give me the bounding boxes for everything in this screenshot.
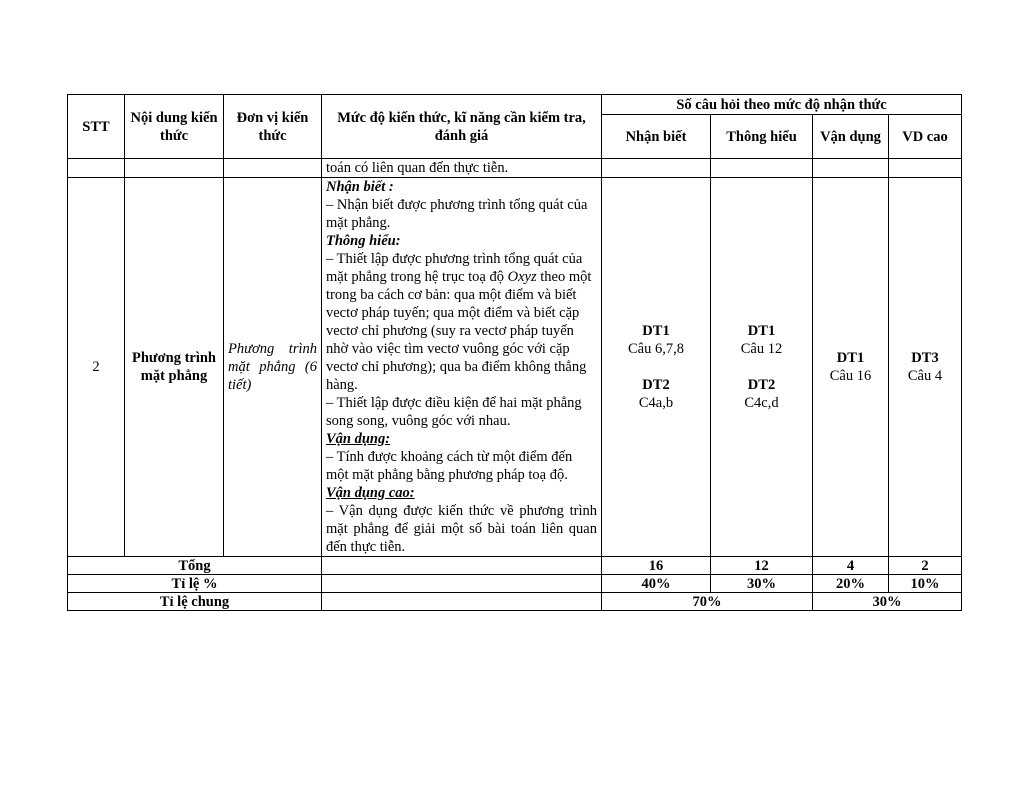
- level-nhan-biet-label: Nhận biết :: [326, 179, 394, 195]
- header-noi-dung: Nội dung kiến thức: [125, 95, 224, 159]
- header-muc-do: Mức độ kiến thức, kĩ năng cần kiểm tra, đánh giá: [322, 95, 602, 159]
- cont-topic: [125, 159, 224, 178]
- cont-stt: [68, 159, 125, 178]
- header-van-dung: Vận dụng: [813, 115, 889, 159]
- count-thong-hieu: DT1 Câu 12 DT2 C4c,d: [711, 178, 813, 557]
- level-van-dung-cao-label: Vận dụng cao:: [326, 485, 415, 501]
- header-stt: STT: [68, 95, 125, 159]
- total-nhan-biet: 16: [602, 557, 711, 575]
- overall-ratio-label: Tỉ lệ chung: [68, 593, 322, 611]
- level-thong-hieu-label: Thông hiểu:: [326, 233, 401, 249]
- header-so-cau-hoi: Số câu hỏi theo mức độ nhận thức: [602, 95, 962, 115]
- level-thong-hieu-text: – Thiết lập được phương trình tổng quát của mặt phẳng trong hệ trục toạ độ Oxyz theo một trong ba cách cơ bản: qua một điểm và biết vectơ pháp tuyến; qua một điểm và biết cặp vectơ chỉ phương (suy ra vectơ pháp tuyến nhờ vào việc tìm vectơ vuông góc với cặp vectơ chỉ phương); qua ba điểm không thẳng hàng.: [326, 251, 592, 393]
- header-nhan-biet: Nhận biết: [602, 115, 711, 159]
- level-van-dung-label: Vận dụng:: [326, 431, 391, 447]
- ratio-thong-hieu: 30%: [711, 575, 813, 593]
- total-vd-cao: 2: [889, 557, 962, 575]
- header-don-vi: Đơn vị kiến thức: [224, 95, 322, 159]
- ratio-nhan-biet: 40%: [602, 575, 711, 593]
- count-van-dung: DT1 Câu 16: [813, 178, 889, 557]
- level-van-dung-cao-text: – Vận dụng được kiến thức về phương trình mặt phẳng để giải một số bài toán liên quan đến thực tiễn.: [326, 503, 597, 555]
- topic-cell: Phương trình mặt phẳng: [125, 178, 224, 557]
- overall-ratio-basic: 70%: [602, 593, 813, 611]
- count-nhan-biet: DT1 Câu 6,7,8 DT2 C4a,b: [602, 178, 711, 557]
- content-cell: [322, 178, 602, 557]
- knowledge-matrix-table: [67, 94, 962, 611]
- level-nhan-biet-text: – Nhận biết được phương trình tổng quát của mặt phẳng.: [326, 197, 588, 231]
- ratio-van-dung: 20%: [813, 575, 889, 593]
- count-vd-cao: DT3 Câu 4: [889, 178, 962, 557]
- level-van-dung-text: – Tính được khoảng cách từ một điểm đến một mặt phẳng bằng phương pháp toạ độ.: [326, 449, 573, 483]
- unit-cell: Phương trình mặt phẳng (6 tiết): [224, 178, 322, 557]
- cont-unit: [224, 159, 322, 178]
- ratio-label: Tỉ lệ %: [68, 575, 322, 593]
- level-thong-hieu-text-2: – Thiết lập được điều kiện để hai mặt phẳng song song, vuông góc với nhau.: [326, 395, 582, 429]
- header-vd-cao: VD cao: [889, 115, 962, 159]
- ratio-vd-cao: 10%: [889, 575, 962, 593]
- total-label: Tổng: [68, 557, 322, 575]
- continued-text: toán có liên quan đến thực tiễn.: [322, 159, 602, 178]
- total-thong-hieu: 12: [711, 557, 813, 575]
- overall-ratio-advanced: 30%: [813, 593, 962, 611]
- header-thong-hieu: Thông hiểu: [711, 115, 813, 159]
- total-van-dung: 4: [813, 557, 889, 575]
- row-stt: 2: [68, 178, 125, 557]
